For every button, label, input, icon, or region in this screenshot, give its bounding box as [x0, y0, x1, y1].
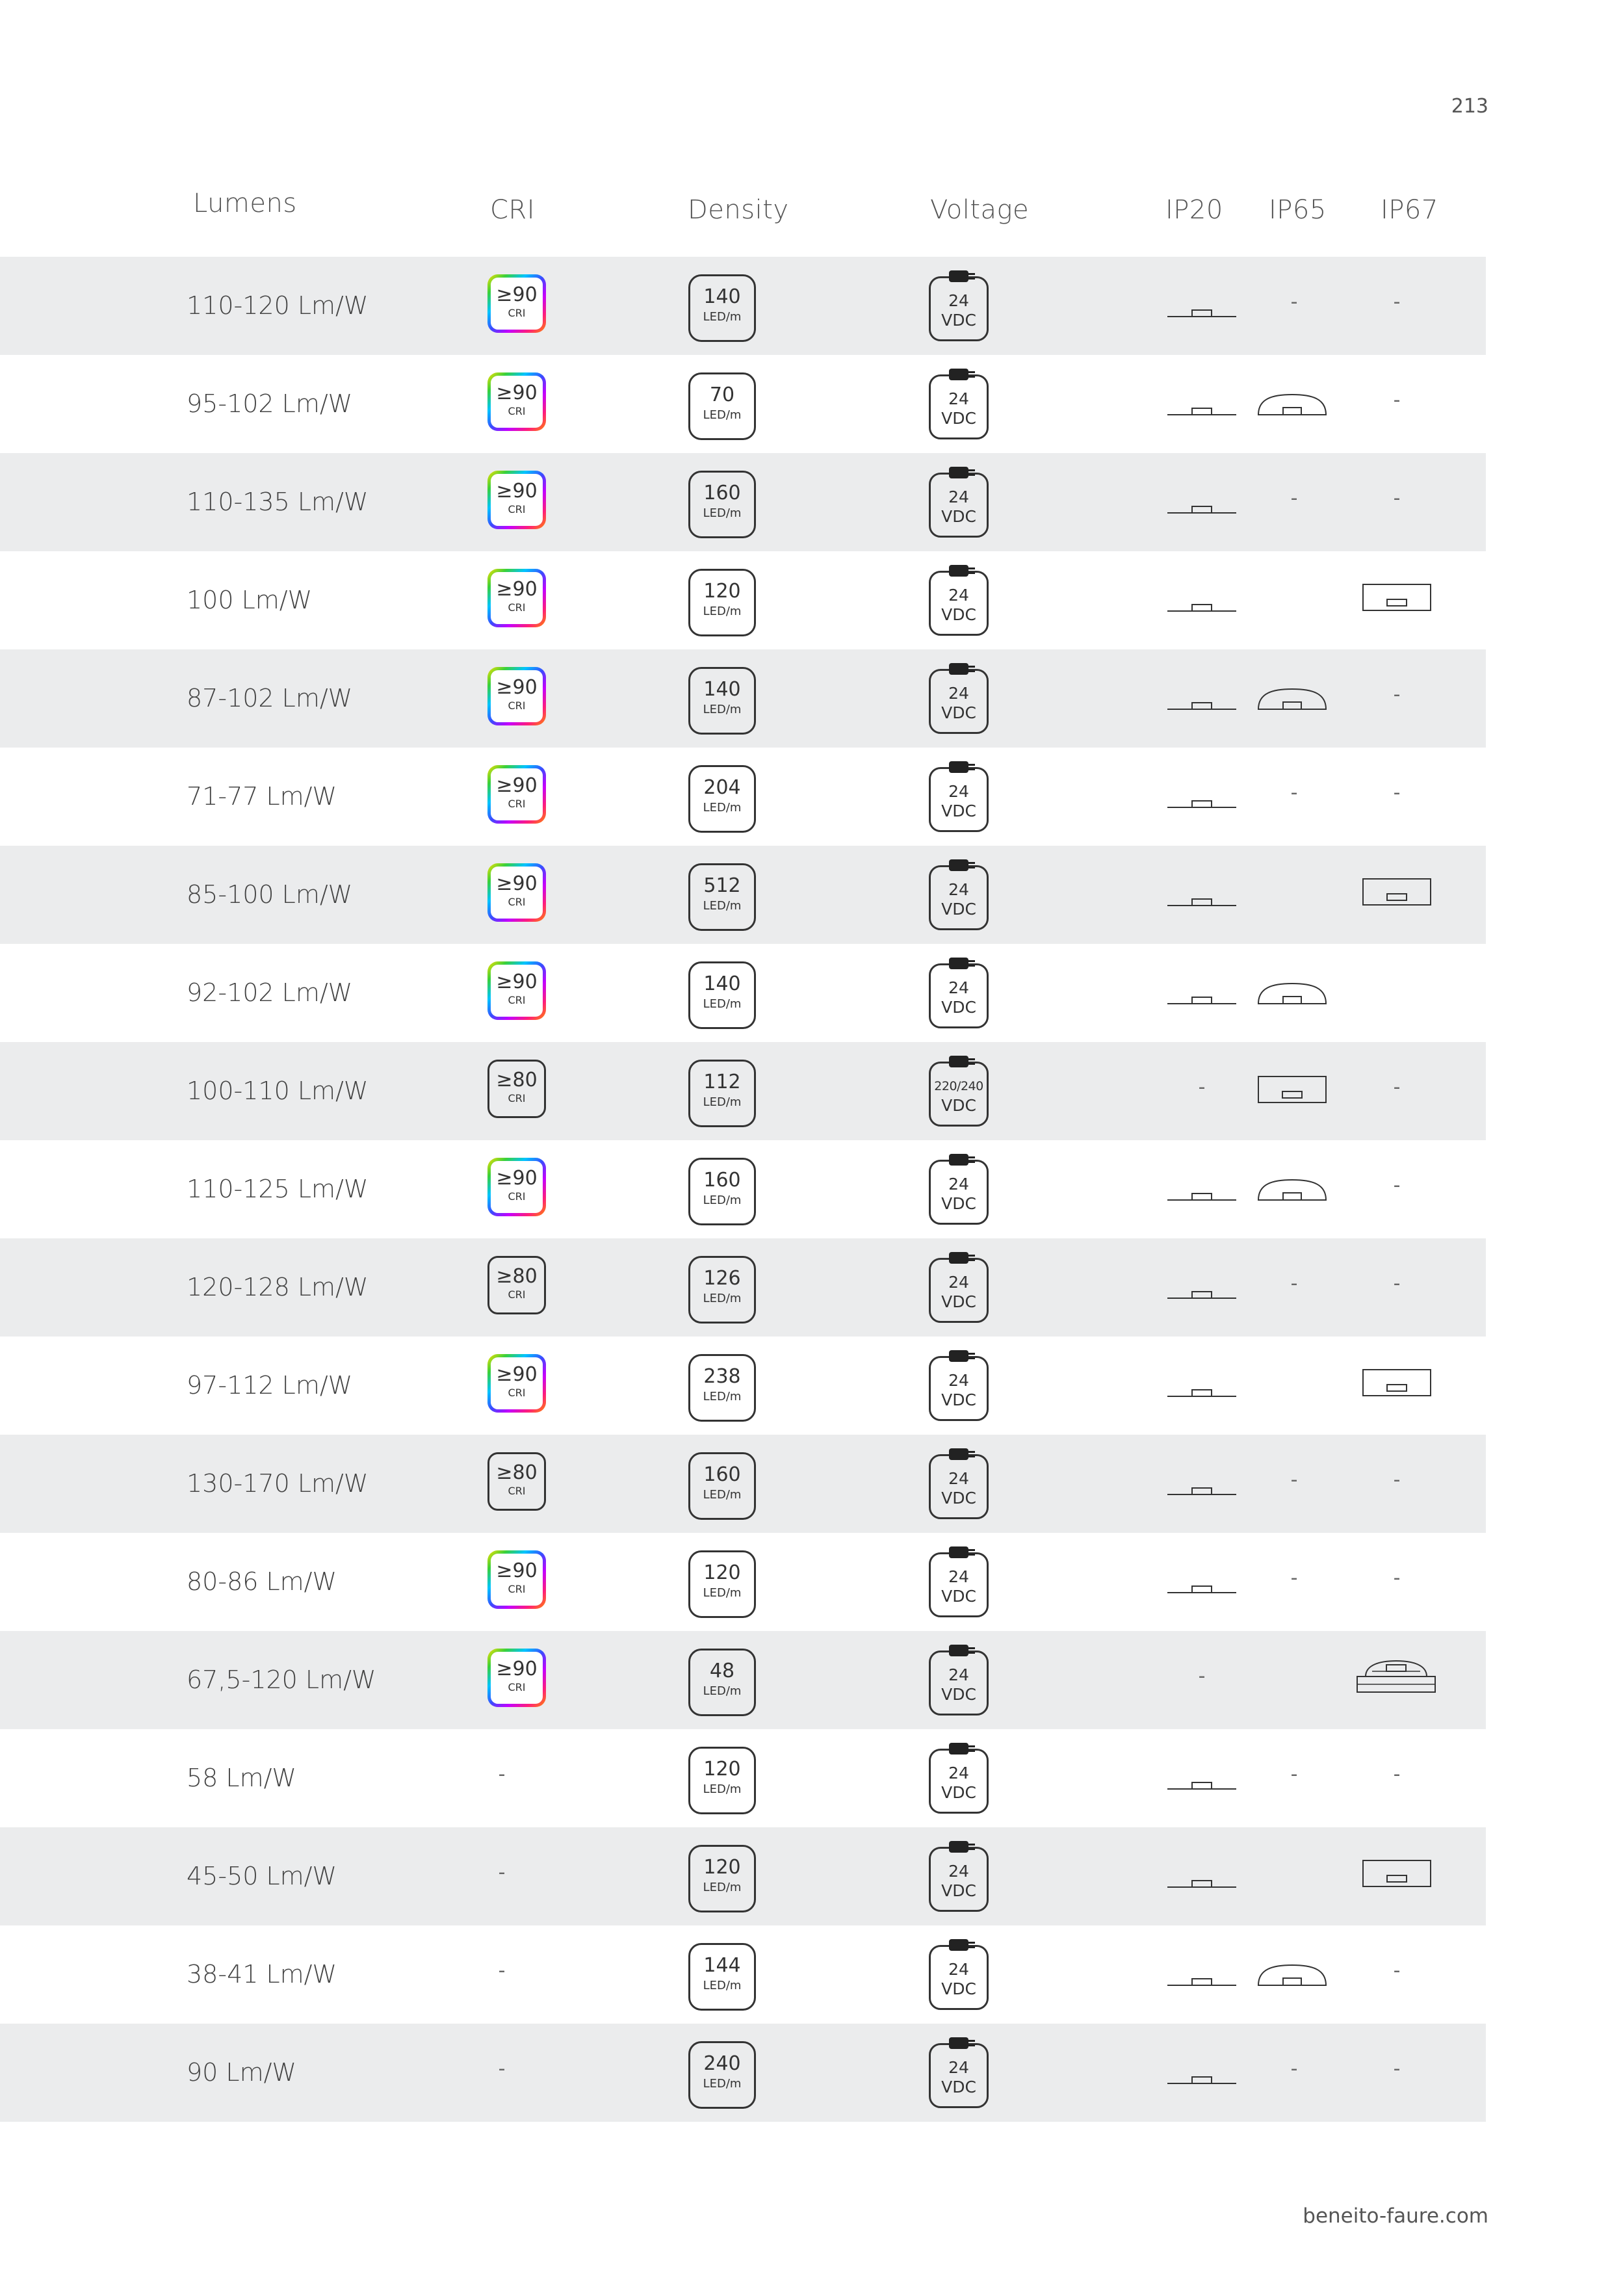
density-badge [688, 1452, 756, 1520]
density-value: 112 [703, 1071, 741, 1093]
silicone-profile-strip-icon [1357, 1657, 1436, 1693]
cri-badge [487, 1452, 546, 1511]
bare-strip-icon [1167, 401, 1236, 417]
table-row [0, 1631, 1486, 1729]
cri-value: ≥90 [496, 676, 538, 699]
density-badge [688, 1550, 756, 1618]
table-row [0, 649, 1486, 748]
density-unit: LED/m [703, 605, 742, 618]
density-value: 120 [703, 1561, 741, 1584]
voltage-badge [929, 276, 989, 341]
cri-badge [487, 863, 546, 922]
power-plug-icon [949, 1056, 968, 1067]
ip65-empty: - [1290, 487, 1298, 510]
voltage-value: 24 [948, 2058, 969, 2077]
voltage-unit: VDC [941, 409, 976, 428]
density-value: 120 [703, 1856, 741, 1879]
voltage-value: 24 [948, 1469, 969, 1488]
cri-value: ≥90 [496, 872, 538, 895]
density-unit: LED/m [703, 1881, 742, 1894]
voltage-badge [929, 1847, 989, 1912]
voltage-unit: VDC [941, 703, 976, 722]
voltage-badge [929, 767, 989, 832]
voltage-value: 24 [948, 1273, 969, 1292]
ip67-empty: - [1393, 487, 1401, 510]
lumens-value: 67,5-120 Lm/W [187, 1665, 376, 1694]
bare-strip-icon [1167, 303, 1236, 319]
lumens-value: 85-100 Lm/W [187, 880, 353, 909]
cri-value: ≥90 [496, 1559, 538, 1582]
cri-value: ≥90 [496, 1363, 538, 1386]
cri-unit: CRI [508, 601, 526, 614]
voltage-value: 24 [948, 488, 969, 506]
voltage-unit: VDC [941, 1783, 976, 1802]
ip67-empty: - [1393, 1468, 1401, 1491]
voltage-value: 24 [948, 1567, 969, 1586]
dome-coated-strip-icon [1257, 686, 1327, 711]
ip65-empty: - [1290, 1468, 1298, 1491]
cri-value: ≥90 [496, 971, 538, 993]
cri-unit: CRI [508, 1190, 526, 1203]
voltage-value: 24 [948, 1665, 969, 1684]
cri-unit: CRI [508, 1387, 526, 1399]
density-unit: LED/m [703, 801, 742, 815]
voltage-badge [929, 473, 989, 538]
density-unit: LED/m [703, 1979, 742, 1992]
voltage-value: 24 [948, 684, 969, 703]
density-unit: LED/m [703, 1390, 742, 1403]
bare-strip-icon [1167, 1383, 1236, 1398]
lumens-value: 120-128 Lm/W [187, 1273, 369, 1301]
header-ip65: IP65 [1269, 195, 1327, 225]
cri-unit: CRI [508, 994, 526, 1006]
density-unit: LED/m [703, 408, 742, 422]
density-value: 512 [703, 874, 741, 897]
cri-value: ≥90 [496, 578, 538, 601]
header-density: Density [688, 195, 789, 225]
density-badge [688, 1649, 756, 1716]
cri-badge [487, 1158, 546, 1216]
table-row [0, 1337, 1486, 1435]
voltage-value: 24 [948, 1960, 969, 1979]
lumens-value: 90 Lm/W [187, 2058, 296, 2087]
cri-badge [487, 765, 546, 824]
power-plug-icon [949, 1252, 968, 1264]
power-plug-icon [949, 859, 968, 871]
header-cri: CRI [490, 195, 536, 225]
density-badge [688, 569, 756, 636]
density-badge [688, 1256, 756, 1324]
voltage-unit: VDC [941, 802, 976, 820]
density-unit: LED/m [703, 1488, 742, 1502]
density-value: 160 [703, 482, 741, 504]
cri-badge [487, 667, 546, 725]
bare-strip-icon [1167, 1972, 1236, 1987]
voltage-unit: VDC [941, 1979, 976, 1998]
density-value: 160 [703, 1169, 741, 1192]
density-unit: LED/m [703, 1292, 742, 1305]
sleeve-enclosed-strip-icon [1362, 584, 1431, 611]
bare-strip-icon [1167, 1285, 1236, 1300]
table-row [0, 1042, 1486, 1140]
power-plug-icon [949, 270, 968, 282]
density-badge [688, 1354, 756, 1422]
bare-strip-icon [1167, 1775, 1236, 1791]
ip67-empty: - [1393, 1763, 1401, 1786]
ip65-empty: - [1290, 291, 1298, 313]
bare-strip-icon [1167, 794, 1236, 809]
header-ip67: IP67 [1381, 195, 1438, 225]
cri-value: ≥90 [496, 1167, 538, 1190]
ip67-empty: - [1393, 683, 1401, 706]
power-plug-icon [949, 1546, 968, 1558]
table-row [0, 944, 1486, 1042]
lumens-value: 38-41 Lm/W [187, 1960, 337, 1989]
power-plug-icon [949, 663, 968, 675]
power-plug-icon [949, 565, 968, 577]
density-value: 140 [703, 972, 741, 995]
power-plug-icon [949, 1645, 968, 1656]
density-unit: LED/m [703, 1684, 742, 1698]
voltage-value: 24 [948, 389, 969, 408]
cri-badge [487, 1649, 546, 1707]
density-value: 48 [709, 1660, 735, 1682]
voltage-value: 24 [948, 1764, 969, 1782]
website-footer: beneito-faure.com [1303, 2204, 1488, 2228]
voltage-unit: VDC [941, 1587, 976, 1606]
ip67-empty: - [1393, 1567, 1401, 1589]
voltage-badge [929, 2043, 989, 2108]
density-value: 238 [703, 1365, 741, 1388]
voltage-unit: VDC [941, 507, 976, 526]
lumens-value: 92-102 Lm/W [187, 978, 353, 1007]
ip67-empty: - [1393, 781, 1401, 804]
lumens-value: 87-102 Lm/W [187, 684, 353, 712]
voltage-unit: VDC [941, 900, 976, 919]
voltage-unit: VDC [941, 1685, 976, 1704]
cri-value: ≥90 [496, 382, 538, 404]
cri-unit: CRI [508, 798, 526, 810]
cri-badge [487, 569, 546, 627]
cri-unit: CRI [508, 503, 526, 515]
density-value: 120 [703, 1758, 741, 1781]
voltage-unit: VDC [941, 2078, 976, 2096]
lumens-value: 58 Lm/W [187, 1764, 296, 1792]
density-value: 140 [703, 285, 741, 308]
density-badge [688, 765, 756, 833]
table-row [0, 748, 1486, 846]
voltage-unit: VDC [941, 605, 976, 624]
density-badge [688, 863, 756, 931]
voltage-badge [929, 1258, 989, 1323]
density-value: 144 [703, 1954, 741, 1977]
table-row [0, 2024, 1486, 2122]
power-plug-icon [949, 2037, 968, 2049]
page-number: 213 [1451, 95, 1488, 118]
voltage-unit: VDC [941, 311, 976, 330]
density-unit: LED/m [703, 2077, 742, 2091]
cri-value: ≥80 [496, 1069, 538, 1091]
lumens-value: 100 Lm/W [187, 586, 313, 614]
power-plug-icon [949, 1154, 968, 1166]
cri-unit: CRI [508, 1583, 526, 1595]
power-plug-icon [949, 1939, 968, 1951]
cri-empty: - [498, 1959, 506, 1982]
ip67-empty: - [1393, 1959, 1401, 1982]
ip65-empty: - [1290, 1272, 1298, 1295]
density-unit: LED/m [703, 1782, 742, 1796]
voltage-badge [929, 1356, 989, 1421]
bare-strip-icon [1167, 1579, 1236, 1595]
lumens-value: 110-125 Lm/W [187, 1175, 369, 1203]
density-value: 140 [703, 678, 741, 701]
power-plug-icon [949, 761, 968, 773]
voltage-value: 24 [948, 1862, 969, 1881]
cri-unit: CRI [508, 307, 526, 319]
ip65-empty: - [1290, 2057, 1298, 2080]
sleeve-enclosed-strip-icon [1362, 1369, 1431, 1396]
table-row [0, 1140, 1486, 1238]
density-badge [688, 667, 756, 735]
density-unit: LED/m [703, 506, 742, 520]
table-row [0, 1827, 1486, 1925]
bare-strip-icon [1167, 1481, 1236, 1496]
lumens-value: 95-102 Lm/W [187, 389, 353, 418]
cri-unit: CRI [508, 1485, 526, 1497]
cri-value: ≥80 [496, 1265, 538, 1288]
cri-empty: - [498, 1763, 506, 1786]
sleeve-enclosed-strip-icon [1362, 878, 1431, 906]
voltage-badge [929, 1454, 989, 1519]
cri-value: ≥90 [496, 1658, 538, 1680]
voltage-badge [929, 1749, 989, 1814]
voltage-badge [929, 1062, 989, 1127]
lumens-value: 97-112 Lm/W [187, 1371, 353, 1400]
density-badge [688, 274, 756, 342]
sleeve-enclosed-strip-icon [1362, 1860, 1431, 1887]
ip20-empty: - [1198, 1665, 1206, 1688]
ip65-empty: - [1290, 1567, 1298, 1589]
voltage-badge [929, 865, 989, 930]
power-plug-icon [949, 1350, 968, 1362]
cri-unit: CRI [508, 896, 526, 908]
power-plug-icon [949, 467, 968, 478]
lumens-value: 80-86 Lm/W [187, 1567, 337, 1596]
density-unit: LED/m [703, 1194, 742, 1207]
density-value: 120 [703, 580, 741, 603]
density-value: 204 [703, 776, 741, 799]
cri-unit: CRI [508, 1681, 526, 1693]
dome-coated-strip-icon [1257, 981, 1327, 1006]
density-unit: LED/m [703, 997, 742, 1011]
table-row [0, 453, 1486, 551]
density-unit: LED/m [703, 1095, 742, 1109]
density-unit: LED/m [703, 1586, 742, 1600]
header-ip20: IP20 [1165, 195, 1223, 225]
cri-badge [487, 471, 546, 529]
density-badge [688, 2041, 756, 2109]
lumens-value: 45-50 Lm/W [187, 1862, 337, 1890]
ip67-empty: - [1393, 1272, 1401, 1295]
bare-strip-icon [1167, 2070, 1236, 2085]
density-value: 126 [703, 1267, 741, 1290]
table-row [0, 355, 1486, 453]
density-badge [688, 372, 756, 440]
table-row [0, 1435, 1486, 1533]
voltage-value: 220/240 [934, 1079, 983, 1093]
power-plug-icon [949, 1841, 968, 1853]
density-unit: LED/m [703, 310, 742, 324]
ip67-empty: - [1393, 1076, 1401, 1099]
density-unit: LED/m [703, 899, 742, 913]
cri-badge [487, 1550, 546, 1609]
lumens-value: 130-170 Lm/W [187, 1469, 369, 1498]
ip67-empty: - [1393, 291, 1401, 313]
product-table [0, 257, 1486, 2122]
power-plug-icon [949, 1743, 968, 1755]
bare-strip-icon [1167, 696, 1236, 711]
bare-strip-icon [1167, 499, 1236, 515]
voltage-badge [929, 1552, 989, 1617]
voltage-badge [929, 1160, 989, 1225]
voltage-value: 24 [948, 586, 969, 605]
cri-unit: CRI [508, 1092, 526, 1104]
power-plug-icon [949, 958, 968, 969]
bare-strip-icon [1167, 1873, 1236, 1889]
ip65-empty: - [1290, 1763, 1298, 1786]
voltage-value: 24 [948, 880, 969, 899]
cri-badge [487, 1060, 546, 1118]
ip20-empty: - [1198, 1076, 1206, 1099]
cri-value: ≥90 [496, 480, 538, 502]
cri-badge [487, 274, 546, 333]
cri-empty: - [498, 1861, 506, 1884]
table-row [0, 1729, 1486, 1827]
table-row [0, 257, 1486, 355]
voltage-value: 24 [948, 1175, 969, 1194]
table-row [0, 1925, 1486, 2024]
power-plug-icon [949, 369, 968, 380]
cri-value: ≥90 [496, 774, 538, 797]
header-voltage: Voltage [930, 195, 1030, 225]
voltage-badge [929, 1945, 989, 2010]
table-row [0, 846, 1486, 944]
ip65-empty: - [1290, 781, 1298, 804]
cri-value: ≥80 [496, 1461, 538, 1484]
table-row [0, 1238, 1486, 1337]
cri-empty: - [498, 2057, 506, 2080]
bare-strip-icon [1167, 1186, 1236, 1202]
dome-coated-strip-icon [1257, 1963, 1327, 1987]
voltage-unit: VDC [941, 1194, 976, 1213]
density-value: 70 [709, 384, 735, 406]
ip67-empty: - [1393, 2057, 1401, 2080]
table-row [0, 551, 1486, 649]
cri-value: ≥90 [496, 283, 538, 306]
voltage-value: 24 [948, 1371, 969, 1390]
header-lumens: Lumens [193, 189, 297, 218]
voltage-unit: VDC [941, 1390, 976, 1409]
power-plug-icon [949, 1448, 968, 1460]
voltage-value: 24 [948, 291, 969, 310]
density-badge [688, 1943, 756, 2011]
cri-badge [487, 1256, 546, 1314]
voltage-badge [929, 374, 989, 439]
dome-coated-strip-icon [1257, 1177, 1327, 1202]
density-badge [688, 1845, 756, 1912]
cri-badge [487, 372, 546, 431]
density-value: 240 [703, 2052, 741, 2075]
bare-strip-icon [1167, 892, 1236, 907]
table-row [0, 1533, 1486, 1631]
voltage-unit: VDC [941, 998, 976, 1017]
voltage-badge [929, 669, 989, 734]
voltage-value: 24 [948, 978, 969, 997]
lumens-value: 110-135 Lm/W [187, 488, 369, 516]
lumens-value: 110-120 Lm/W [187, 291, 369, 320]
density-value: 160 [703, 1463, 741, 1486]
voltage-badge [929, 963, 989, 1028]
lumens-value: 71-77 Lm/W [187, 782, 337, 811]
voltage-unit: VDC [941, 1096, 976, 1115]
cri-unit: CRI [508, 405, 526, 417]
cri-badge [487, 961, 546, 1020]
voltage-unit: VDC [941, 1489, 976, 1507]
cri-badge [487, 1354, 546, 1413]
voltage-badge [929, 571, 989, 636]
density-badge [688, 1060, 756, 1127]
ip67-empty: - [1393, 1174, 1401, 1197]
lumens-value: 100-110 Lm/W [187, 1076, 369, 1105]
sleeve-enclosed-strip-icon [1258, 1076, 1327, 1103]
voltage-unit: VDC [941, 1881, 976, 1900]
density-unit: LED/m [703, 703, 742, 716]
ip67-empty: - [1393, 389, 1401, 411]
density-badge [688, 1158, 756, 1225]
voltage-unit: VDC [941, 1292, 976, 1311]
cri-unit: CRI [508, 1288, 526, 1301]
voltage-badge [929, 1650, 989, 1715]
density-badge [688, 471, 756, 538]
cri-unit: CRI [508, 699, 526, 712]
dome-coated-strip-icon [1257, 392, 1327, 417]
density-badge [688, 961, 756, 1029]
bare-strip-icon [1167, 990, 1236, 1006]
voltage-value: 24 [948, 782, 969, 801]
bare-strip-icon [1167, 597, 1236, 613]
density-badge [688, 1747, 756, 1814]
